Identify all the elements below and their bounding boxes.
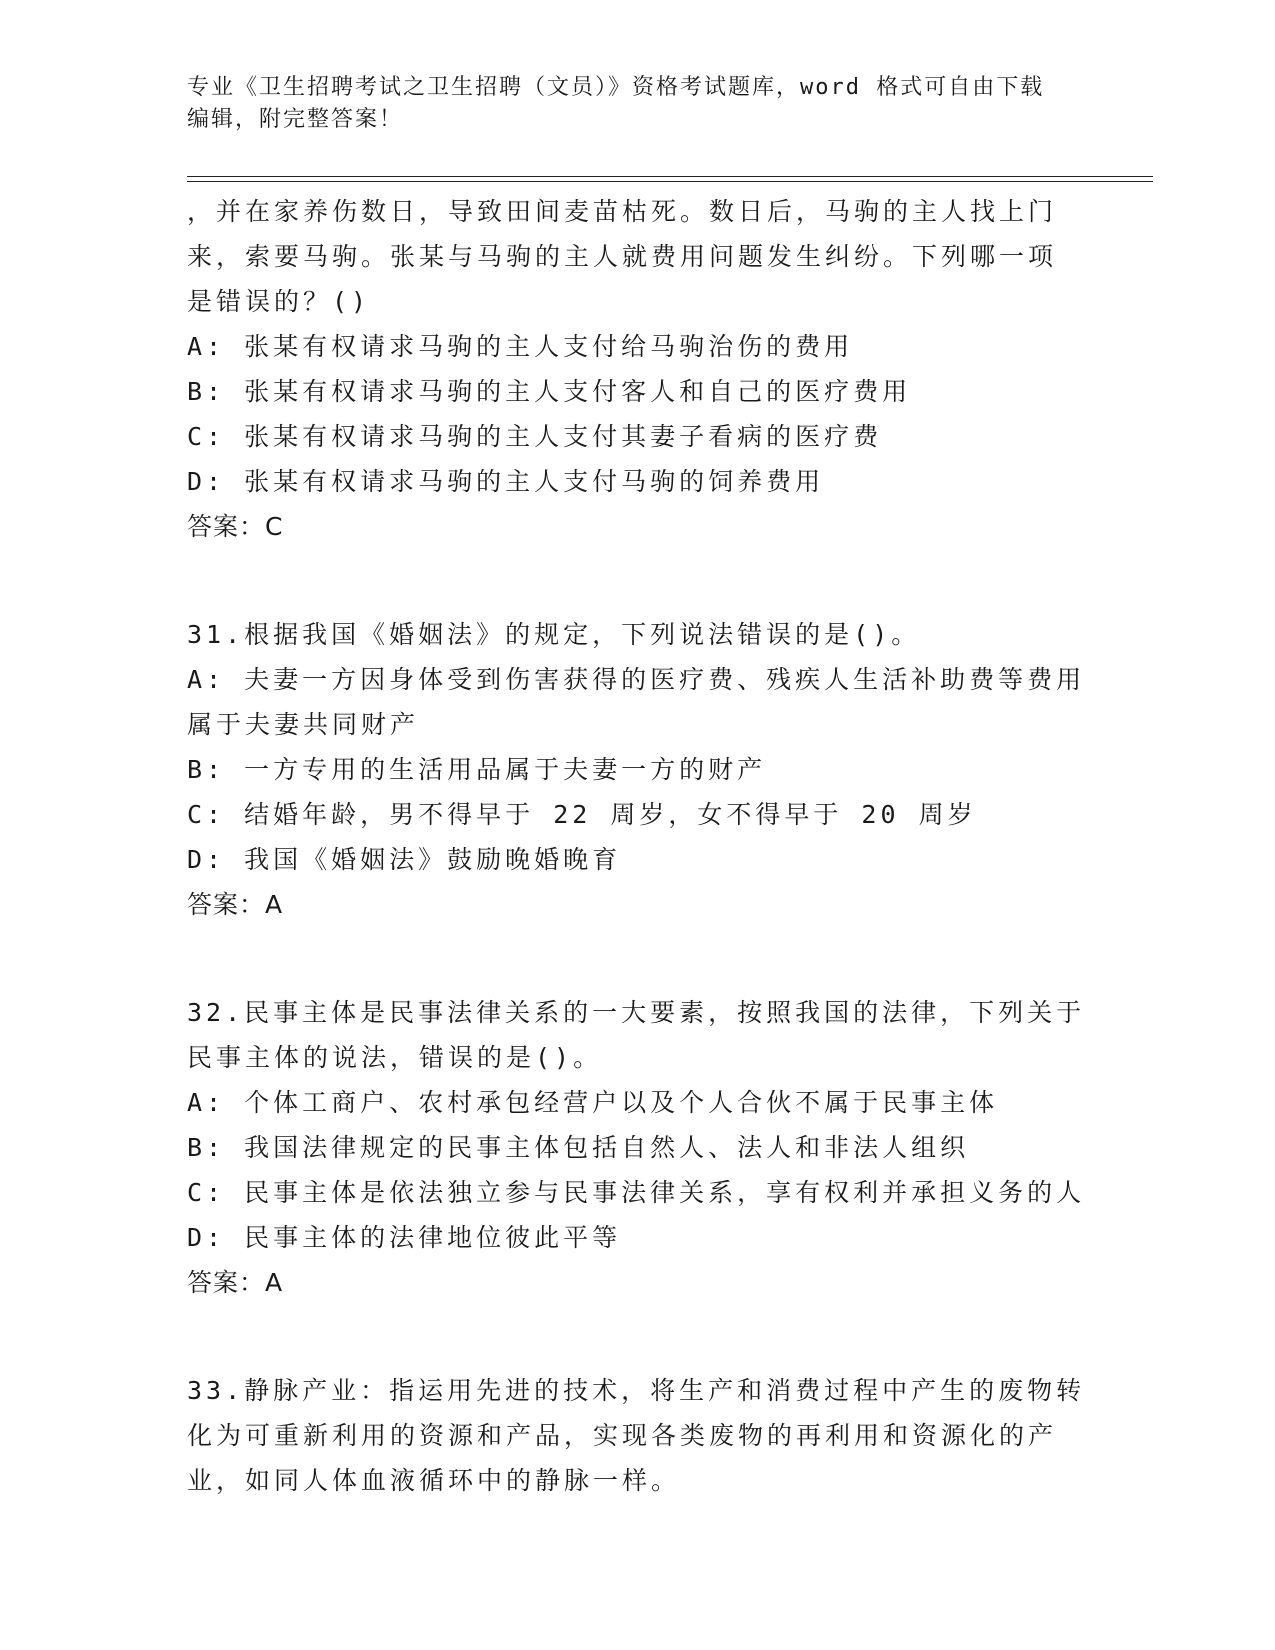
option-c: C: 张某有权请求马驹的主人支付其妻子看病的医疗费: [187, 422, 883, 451]
question-32: [187, 990, 1087, 1305]
question-stem-line: 31.根据我国《婚姻法》的规定，下列说法错误的是()。: [187, 620, 921, 649]
question-stem-line: 来，索要马驹。张某与马驹的主人就费用问题发生纠纷。下列哪一项: [187, 242, 1058, 271]
question-stem-line: 民事主体的说法，错误的是()。: [187, 1043, 603, 1072]
header-divider-top: [187, 176, 1153, 177]
question-31: [187, 612, 1087, 927]
spacer: [187, 927, 1087, 990]
question-33: [187, 1368, 1087, 1503]
option-b: B: 我国法律规定的民事主体包括自然人、法人和非法人组织: [187, 1133, 970, 1162]
question-30: [187, 189, 1087, 549]
option-b: B: 一方专用的生活用品属于夫妻一方的财产: [187, 755, 767, 784]
header-line-1: 专业《卫生招聘考试之卫生招聘（文员）》资格考试题库，word 格式可自由下载: [187, 75, 1045, 100]
option-a: A: 夫妻一方因身体受到伤害获得的医疗费、残疾人生活补助费等费用: [187, 665, 1086, 694]
option-c: C: 民事主体是依法独立参与民事法律关系，享有权利并承担义务的人: [187, 1178, 1086, 1207]
answer-label: 答案：A: [187, 1268, 284, 1297]
document-header: [187, 72, 1087, 136]
question-stem-line: 33.静脉产业：指运用先进的技术，将生产和消费过程中产生的废物转: [187, 1376, 1086, 1405]
option-a-continued: 属于夫妻共同财产: [187, 710, 420, 739]
header-line-2: 编辑，附完整答案！: [187, 107, 404, 132]
option-d: D: 张某有权请求马驹的主人支付马驹的饲养费用: [187, 467, 825, 496]
option-d: D: 我国《婚姻法》鼓励晚婚晚育: [187, 845, 622, 874]
document-body: [187, 189, 1087, 1503]
answer-label: 答案：A: [187, 890, 284, 919]
spacer: [187, 1305, 1087, 1368]
question-stem-line: 是错误的？(): [187, 287, 371, 316]
spacer: [187, 549, 1087, 612]
question-stem-line: ，并在家养伤数日，导致田间麦苗枯死。数日后，马驹的主人找上门: [187, 197, 1058, 226]
option-a: A: 个体工商户、农村承包经营户以及个人合伙不属于民事主体: [187, 1088, 999, 1117]
option-c: C: 结婚年龄，男不得早于 22 周岁，女不得早于 20 周岁: [187, 800, 977, 829]
question-stem-line: 业，如同人体血液循环中的静脉一样。: [187, 1466, 681, 1495]
option-d: D: 民事主体的法律地位彼此平等: [187, 1223, 622, 1252]
question-stem-line: 32.民事主体是民事法律关系的一大要素，按照我国的法律，下列关于: [187, 998, 1086, 1027]
answer-label: 答案：C: [187, 512, 284, 541]
option-b: B: 张某有权请求马驹的主人支付客人和自己的医疗费用: [187, 377, 912, 406]
header-divider-bottom: [187, 181, 1153, 182]
option-a: A: 张某有权请求马驹的主人支付给马驹治伤的费用: [187, 332, 854, 361]
question-stem-line: 化为可重新利用的资源和产品，实现各类废物的再利用和资源化的产: [187, 1421, 1058, 1450]
